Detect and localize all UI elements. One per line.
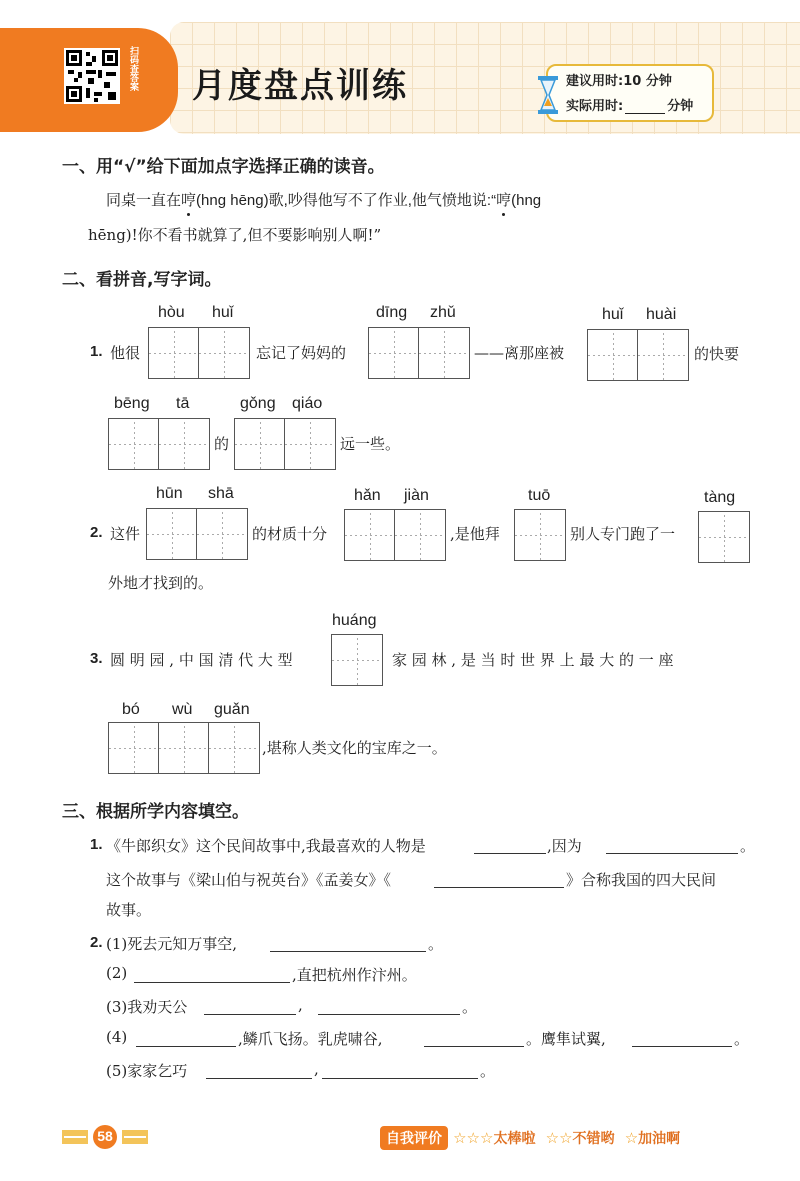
- writing-boxes[interactable]: [148, 327, 250, 379]
- rating-ok: 加油啊: [638, 1131, 681, 1147]
- star-icon[interactable]: ☆: [624, 1129, 639, 1147]
- pinyin: hǎn: [354, 487, 381, 504]
- answer-blank[interactable]: [204, 1013, 296, 1015]
- pinyin: gǒng: [240, 395, 276, 412]
- pinyin: tuō: [528, 487, 551, 504]
- writing-boxes[interactable]: [698, 511, 750, 563]
- q-text: 。鹰隼试翼,: [526, 1030, 606, 1048]
- q-text: 忘记了妈妈的: [256, 344, 347, 362]
- page-header: [0, 0, 800, 138]
- pinyin: huǐ: [212, 304, 234, 321]
- q-text: (1)死去元知万事空,: [106, 935, 238, 953]
- section2-heading: 二、看拼音,写字词。: [62, 270, 222, 290]
- question-number: 3.: [90, 650, 103, 667]
- writing-boxes[interactable]: [108, 418, 210, 470]
- pinyin: dīng: [376, 304, 408, 321]
- pinyin: huǐ: [602, 306, 624, 323]
- section3-heading: 三、根据所学内容填空。: [62, 802, 249, 822]
- page-number-badge: [60, 1124, 150, 1150]
- q-text: ,直把杭州作汴州。: [292, 966, 417, 984]
- writing-boxes[interactable]: [368, 327, 470, 379]
- pinyin: shā: [208, 485, 234, 502]
- qr-code-icon[interactable]: [64, 48, 120, 104]
- section1-line1: [106, 189, 541, 210]
- s1-text-c: (hng: [511, 192, 542, 209]
- q-text: 》合称我国的四大民间: [566, 871, 717, 889]
- rating-great: 太棒啦: [493, 1131, 536, 1147]
- pinyin: bēng: [114, 395, 150, 412]
- answer-blank[interactable]: [318, 1013, 460, 1015]
- answer-blank[interactable]: [474, 852, 546, 854]
- q-text: ,堪称人类文化的宝库之一。: [262, 739, 447, 757]
- answer-blank[interactable]: [424, 1045, 524, 1047]
- q-text: 的快要: [694, 345, 740, 363]
- pinyin: hūn: [156, 485, 183, 502]
- q-text: 的: [214, 435, 230, 453]
- question-number: 1.: [90, 343, 103, 360]
- scan-qr-label: 扫码查答案: [128, 46, 138, 91]
- q-text: ,: [298, 996, 303, 1014]
- answer-blank[interactable]: [434, 886, 564, 888]
- star-icon[interactable]: ☆: [545, 1129, 560, 1147]
- timer-actual-label: 实际用时:: [566, 99, 624, 114]
- q-text: 。: [480, 1062, 496, 1080]
- question-number: 2.: [90, 524, 103, 541]
- writing-boxes[interactable]: [331, 634, 383, 686]
- pinyin: hòu: [158, 304, 185, 321]
- q-text: 他很: [110, 344, 141, 362]
- answer-blank[interactable]: [206, 1077, 312, 1079]
- q-text: 故事。: [106, 901, 152, 919]
- q-text: (5)家家乞巧: [106, 1062, 188, 1080]
- writing-boxes[interactable]: [146, 508, 248, 560]
- answer-blank[interactable]: [632, 1045, 732, 1047]
- timer-suggested: [566, 70, 672, 89]
- pinyin: zhǔ: [430, 304, 456, 321]
- q-text: 《牛郎织女》这个民间故事中,我最喜欢的人物是: [106, 837, 426, 855]
- q-text: 。: [462, 998, 478, 1016]
- pinyin: tàng: [704, 489, 736, 506]
- section1-heading: 一、用“√”给下面加点字选择正确的读音。: [62, 157, 385, 177]
- q-text: (2): [106, 964, 128, 982]
- q-text: 家 园 林 , 是 当 时 世 界 上 最 大 的 一 座: [392, 651, 674, 669]
- self-eval-label: 自我评价: [380, 1126, 448, 1150]
- pinyin: qiáo: [292, 395, 323, 412]
- q-text: ,是他拜: [450, 525, 500, 543]
- q-text: 的材质十分: [252, 525, 328, 543]
- answer-blank[interactable]: [134, 981, 290, 983]
- writing-boxes[interactable]: [587, 329, 689, 381]
- answer-blank[interactable]: [322, 1077, 478, 1079]
- answer-blank[interactable]: [606, 852, 738, 854]
- star-icon[interactable]: ☆: [466, 1129, 480, 1147]
- answer-blank[interactable]: [136, 1045, 236, 1047]
- timer-actual: [566, 95, 693, 114]
- timer-actual-unit: 分钟: [667, 99, 694, 114]
- question-number: 1.: [90, 836, 103, 853]
- q-text: (3)我劝天公: [106, 998, 188, 1016]
- self-evaluation: [380, 1126, 680, 1150]
- question-number: 2.: [90, 934, 103, 951]
- q-text: 。: [740, 837, 756, 855]
- writing-boxes[interactable]: [514, 509, 566, 561]
- writing-boxes[interactable]: [234, 418, 336, 470]
- rating-good: 不错哟: [572, 1131, 615, 1147]
- pinyin: wù: [172, 701, 193, 718]
- star-icon[interactable]: ☆: [559, 1129, 573, 1147]
- q-text: (4): [106, 1028, 128, 1046]
- s1-text-b: (hng hēng)歌,吵得他写不了作业,他气愤地说:“: [196, 192, 497, 209]
- q-text: 别人专门跑了一: [570, 525, 676, 543]
- q-text: 这个故事与《梁山伯与祝英台》《孟姜女》《: [106, 871, 392, 889]
- writing-boxes[interactable]: [344, 509, 446, 561]
- q-text: 远一些。: [340, 435, 401, 453]
- page-number: 58: [97, 1128, 113, 1144]
- pinyin: tā: [176, 395, 190, 412]
- pinyin: huáng: [332, 612, 377, 629]
- q-text: 这件: [110, 525, 141, 543]
- star-icon[interactable]: ☆: [453, 1129, 467, 1147]
- star-icon[interactable]: ☆: [480, 1129, 494, 1147]
- pinyin: jiàn: [404, 487, 429, 504]
- q-text: 圆 明 园 , 中 国 清 代 大 型: [110, 651, 293, 669]
- page-title: 月度盘点训练: [192, 66, 408, 106]
- timer-suggest-label: 建议用时:: [566, 74, 624, 89]
- section1-line2: hēng)!你不看书就算了,但不要影响别人啊!”: [88, 226, 382, 244]
- pinyin: guǎn: [214, 701, 250, 718]
- pinyin: huài: [646, 306, 677, 323]
- q-text: ,因为: [547, 837, 582, 855]
- q-text: ,: [314, 1060, 319, 1078]
- q-text: 。: [428, 935, 444, 953]
- s1-text-a: 同桌一直在: [106, 191, 182, 209]
- writing-boxes[interactable]: [108, 722, 260, 774]
- hourglass-icon: [536, 74, 560, 116]
- answer-blank[interactable]: [270, 950, 426, 952]
- q-text: 。: [734, 1030, 750, 1048]
- q-text: 外地才找到的。: [108, 574, 214, 592]
- timer-actual-blank[interactable]: [625, 99, 665, 114]
- s1-dotted-char: 哼: [181, 191, 197, 209]
- pinyin: bó: [122, 701, 140, 718]
- timer-suggest-value: 10 分钟: [623, 74, 672, 89]
- s1-dotted-char-2: 哼: [496, 191, 512, 209]
- q-text: ,鳞爪飞扬。乳虎啸谷,: [238, 1030, 383, 1048]
- q-text: ——离那座被: [474, 344, 565, 362]
